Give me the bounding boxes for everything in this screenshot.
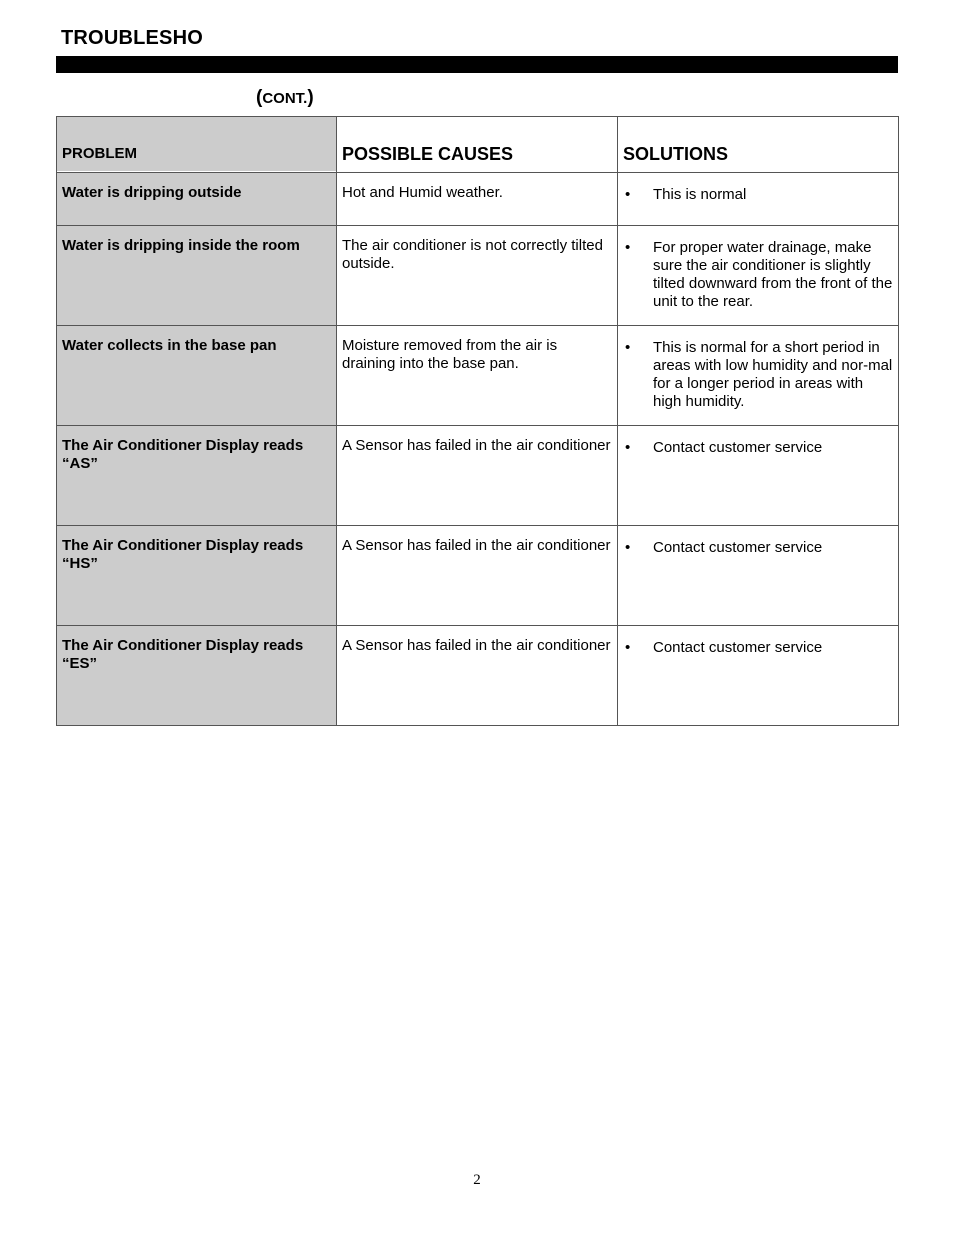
bullet-icon: •	[625, 339, 631, 356]
solution-item	[623, 339, 893, 411]
solution-item	[623, 439, 893, 457]
problem-cell: The Air Conditioner Display reads “HS”	[57, 526, 337, 626]
solution-text: This is normal for a short period in areas with low humidity and nor-mal for a longer period in areas with high humidity.	[653, 339, 893, 410]
cause-cell: A Sensor has failed in the air conditioner	[337, 526, 618, 626]
troubleshooting-table	[56, 116, 899, 726]
page-title: TROUBLESHO	[61, 27, 203, 49]
solution-cell	[618, 426, 899, 526]
continued-label	[256, 87, 314, 109]
title-divider-bar	[56, 56, 898, 73]
cause-cell: A Sensor has failed in the air conditioner	[337, 426, 618, 526]
column-header-solutions: SOLUTIONS	[618, 117, 899, 173]
column-header-causes: POSSIBLE CAUSES	[337, 117, 618, 173]
table-row	[57, 526, 899, 626]
bullet-icon: •	[625, 439, 631, 456]
solution-text: Contact customer service	[653, 639, 823, 656]
table-row	[57, 626, 899, 726]
cont-close-paren: )	[307, 87, 314, 108]
bullet-icon: •	[625, 239, 631, 256]
bullet-icon: •	[625, 539, 631, 556]
solution-item	[623, 539, 893, 557]
problem-cell: Water is dripping outside	[57, 173, 337, 226]
problem-cell: Water collects in the base pan	[57, 326, 337, 426]
solution-cell	[618, 226, 899, 326]
cause-cell: A Sensor has failed in the air conditioner	[337, 626, 618, 726]
column-header-problem: PROBLEM	[57, 117, 337, 173]
solution-text: This is normal	[653, 186, 747, 203]
table-row	[57, 426, 899, 526]
solution-item	[623, 186, 893, 204]
cause-cell: Hot and Humid weather.	[337, 173, 618, 226]
solution-text: Contact customer service	[653, 539, 823, 556]
table-header-row	[57, 117, 899, 173]
solution-text: For proper water drainage, make sure the air conditioner is slightly tilted downward from the front of the unit to the rear.	[653, 239, 893, 310]
solution-item	[623, 239, 893, 311]
solution-item	[623, 639, 893, 657]
cont-open-paren: (	[256, 87, 263, 108]
problem-cell: The Air Conditioner Display reads “AS”	[57, 426, 337, 526]
solution-cell	[618, 173, 899, 226]
bullet-icon: •	[625, 186, 631, 203]
page-number: 2	[473, 1172, 481, 1188]
bullet-icon: •	[625, 639, 631, 656]
cause-cell: Moisture removed from the air is draining into the base pan.	[337, 326, 618, 426]
cause-cell: The air conditioner is not correctly tilted outside.	[337, 226, 618, 326]
solution-cell	[618, 326, 899, 426]
solution-cell	[618, 526, 899, 626]
solution-cell	[618, 626, 899, 726]
cont-word: CONT.	[262, 90, 308, 107]
problem-cell: Water is dripping inside the room	[57, 226, 337, 326]
solution-text: Contact customer service	[653, 439, 823, 456]
problem-cell: The Air Conditioner Display reads “ES”	[57, 626, 337, 726]
table-row	[57, 173, 899, 226]
table-row	[57, 226, 899, 326]
table-row	[57, 326, 899, 426]
